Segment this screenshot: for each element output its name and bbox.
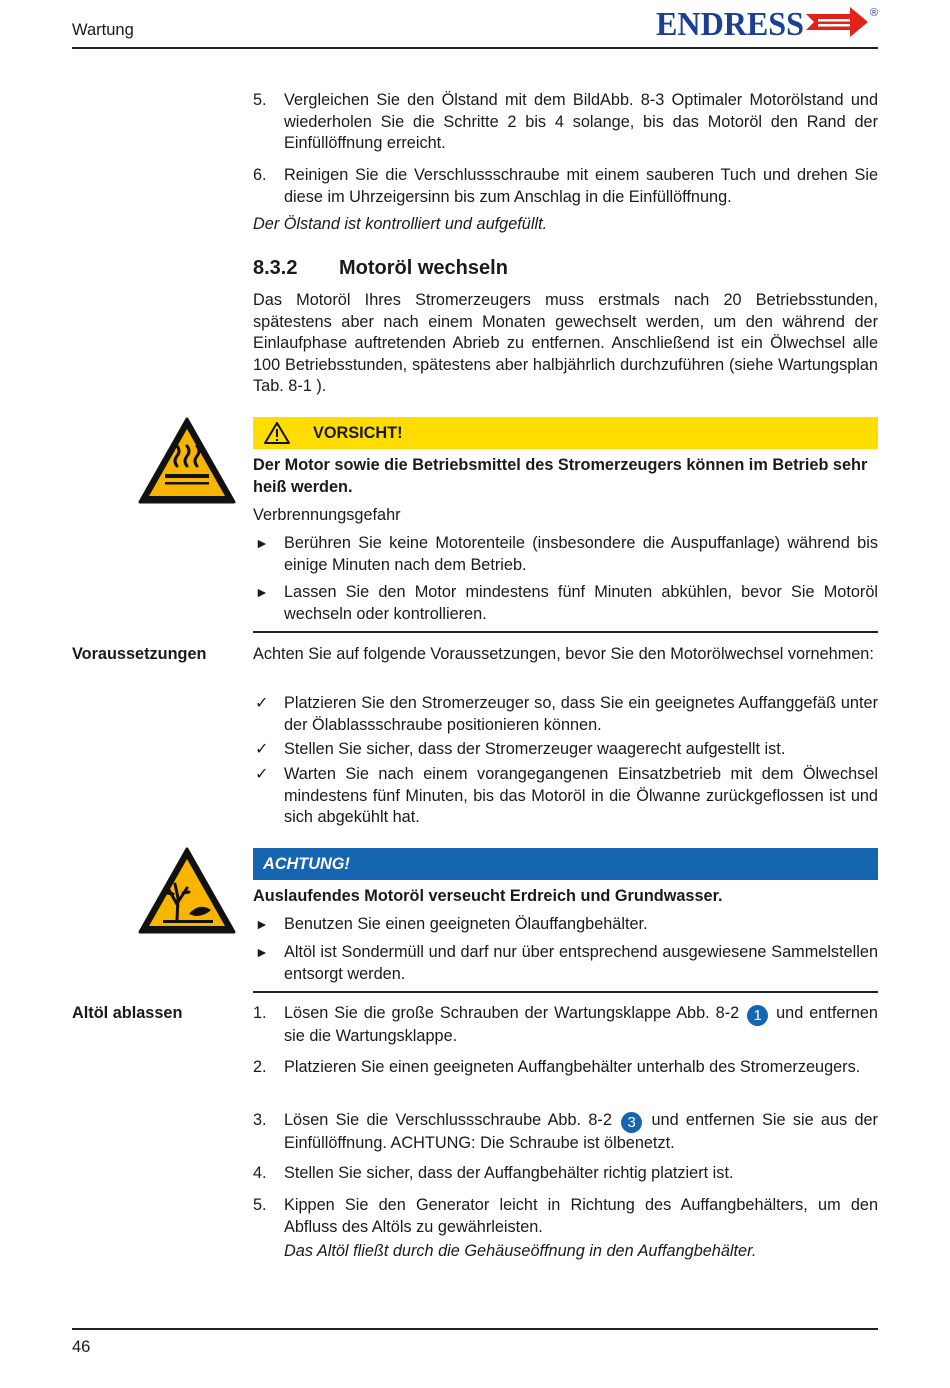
attention-bar bbox=[253, 848, 878, 880]
callout-badge-3: 3 bbox=[621, 1112, 642, 1133]
step-text: Platzieren Sie einen geeigneten Auffangbehälter unterhalb des Stromerzeugers. bbox=[284, 1058, 861, 1076]
list-item bbox=[253, 1110, 878, 1155]
bullet-arrow-icon: ► bbox=[255, 944, 269, 960]
step-text: Reinigen Sie die Verschlussschraube mit einem sauberen Tuch und drehen Sie diese im Uhrzeigersinn bis zum Anschlag in die Einfüllöffnung. bbox=[284, 166, 878, 206]
bullet-text: Berühren Sie keine Motorenteile (insbesondere die Auspuffanlage) während bis einige Minuten nach dem Betrieb. bbox=[284, 534, 878, 574]
list-item bbox=[253, 90, 878, 155]
list-item bbox=[253, 1003, 878, 1048]
check-text: Platzieren Sie den Stromerzeuger so, dass Sie ein geeignetes Auffanggefäß unter der Ölablassschraube positionieren können. bbox=[284, 694, 878, 734]
callout-badge-1: 1 bbox=[747, 1005, 768, 1026]
list-item bbox=[253, 764, 878, 829]
result-text: Der Ölstand ist kontrolliert und aufgefüllt. bbox=[253, 215, 548, 233]
list-item bbox=[253, 1057, 878, 1079]
list-item bbox=[253, 942, 878, 985]
step-text bbox=[284, 1003, 878, 1048]
bullet-arrow-icon: ► bbox=[255, 916, 269, 932]
list-item bbox=[253, 165, 878, 208]
step-text: Vergleichen Sie den Ölstand mit dem BildAbb. 8-3 Optimaler Motorölstand und wiederholen Sie die Schritte 2 bis 4 solange, bis das Motoröl den Rand der Einfüllöffnung erreicht. bbox=[284, 91, 878, 152]
list-item bbox=[253, 693, 878, 736]
prerequisites-intro: Achten Sie auf folgende Voraussetzungen, bevor Sie den Motorölwechsel vornehmen: bbox=[253, 645, 874, 663]
bullet-text: Benutzen Sie einen geeigneten Ölauffangbehälter. bbox=[284, 915, 648, 933]
caution-headline: Der Motor sowie die Betriebsmittel des Stromerzeugers können im Betrieb sehr heiß werden. bbox=[253, 456, 868, 496]
step-text-post: und entfernen sie die Wartungsklappe. bbox=[284, 1004, 878, 1045]
step-text-pre: Lösen Sie die große Schrauben der Wartungsklappe Abb. 8-2 bbox=[284, 1004, 740, 1022]
step-number: 6. bbox=[253, 166, 267, 184]
step-text-post: und entfernen Sie sie aus der Einfüllöffnung. ACHTUNG: Die Schraube ist ölbenetzt. bbox=[284, 1111, 878, 1152]
registered-mark: ® bbox=[870, 7, 879, 19]
intro-paragraph: Das Motoröl Ihres Stromerzeugers muss erstmals nach 20 Betriebsstunden, spätestens aber nach einem Monaten gewechselt werden, um den während der Einlaufphase auftretenden Abrieb zu entfernen. Anschließend ist ein Ölwechsel alle 100 Betriebsstunden, spätestens aber halbjährlich durchzuführen (siehe Wartungsplan Tab. 8-1 ). bbox=[253, 291, 878, 395]
list-item bbox=[253, 1163, 878, 1185]
bullet-arrow-icon: ► bbox=[255, 584, 269, 600]
footer-rule bbox=[72, 1328, 878, 1330]
logo-arrow-icon bbox=[806, 7, 868, 37]
step-number: 2. bbox=[253, 1058, 267, 1076]
list-item bbox=[253, 914, 878, 936]
attention-headline: Auslaufendes Motoröl verseucht Erdreich und Grundwasser. bbox=[253, 887, 723, 905]
warning-triangle-icon bbox=[263, 421, 291, 445]
endress-logo bbox=[654, 2, 884, 44]
header-rule bbox=[72, 47, 878, 49]
step-text: Stellen Sie sicher, dass der Auffangbehälter richtig platziert ist. bbox=[284, 1164, 734, 1182]
step-result: Das Altöl fließt durch die Gehäuseöffnung in den Auffangbehälter. bbox=[284, 1242, 757, 1260]
bullet-text: Lassen Sie den Motor mindestens fünf Minuten abkühlen, bevor Sie Motoröl wechseln oder kontrollieren. bbox=[284, 583, 878, 623]
check-text: Stellen Sie sicher, dass der Stromerzeuger waagerecht aufgestellt ist. bbox=[284, 740, 786, 758]
section-title: Motoröl wechseln bbox=[339, 257, 508, 279]
section-number: 8.3.2 bbox=[253, 257, 298, 279]
caution-hazard: Verbrennungsgefahr bbox=[253, 506, 401, 524]
environment-hazard-icon bbox=[137, 846, 237, 936]
step-number: 1. bbox=[253, 1004, 267, 1022]
bullet-text: Altöl ist Sondermüll und darf nur über entsprechend ausgewiesene Sammelstellen entsorgt werden. bbox=[284, 943, 878, 983]
check-icon: ✓ bbox=[255, 766, 269, 783]
step-number: 4. bbox=[253, 1164, 267, 1182]
divider bbox=[253, 631, 878, 633]
step-number: 5. bbox=[253, 1196, 267, 1214]
check-icon: ✓ bbox=[255, 741, 269, 758]
list-item bbox=[253, 533, 878, 576]
page-number: 46 bbox=[72, 1338, 91, 1356]
drain-label: Altöl ablassen bbox=[72, 1004, 183, 1022]
divider bbox=[253, 991, 878, 993]
hot-surface-warning-icon bbox=[137, 416, 237, 506]
caution-label: VORSICHT! bbox=[313, 424, 403, 442]
header-title: Wartung bbox=[72, 21, 134, 39]
step-text: Kippen Sie den Generator leicht in Richtung des Auffangbehälters, um den Abfluss des Altöls zu gewährleisten. bbox=[284, 1196, 878, 1236]
step-text-pre: Lösen Sie die Verschlussschraube Abb. 8-2 bbox=[284, 1111, 612, 1129]
list-item bbox=[253, 739, 878, 761]
check-icon: ✓ bbox=[255, 695, 269, 712]
check-text: Warten Sie nach einem vorangegangenen Einsatzbetrieb mit dem Ölwechsel mindestens fünf Minuten, bis das Motoröl in die Ölwanne zurückgeflossen ist und sich abgekühlt hat. bbox=[284, 765, 878, 826]
step-number: 5. bbox=[253, 91, 267, 109]
attention-label: ACHTUNG! bbox=[263, 855, 350, 873]
list-item bbox=[253, 1195, 878, 1263]
step-number: 3. bbox=[253, 1111, 267, 1129]
caution-bar bbox=[253, 417, 878, 449]
list-item bbox=[253, 582, 878, 625]
prerequisites-label: Voraussetzungen bbox=[72, 645, 207, 663]
bullet-arrow-icon: ► bbox=[255, 535, 269, 551]
logo-text: ENDRESS bbox=[656, 6, 804, 43]
step-text bbox=[284, 1110, 878, 1155]
